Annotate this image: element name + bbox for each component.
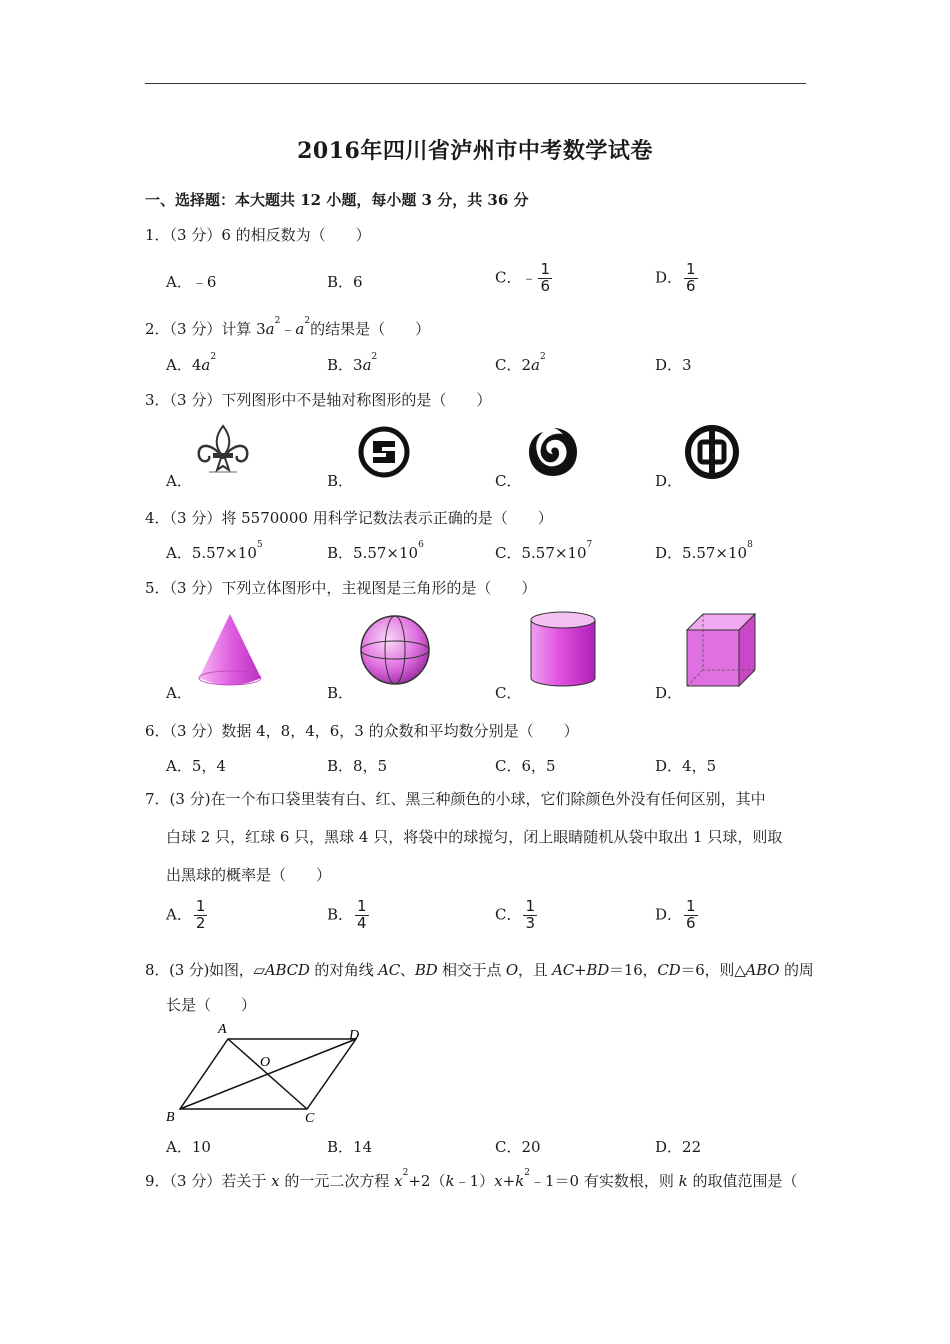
q8-text: 的周	[779, 961, 814, 979]
question-6-stem: 6．（3 分）数据 4，8，4，6，3 的众数和平均数分别是（ ）	[145, 722, 579, 740]
q2-exp: 2	[274, 316, 281, 326]
bank-logo-b-icon	[358, 426, 410, 478]
q8-var: AC+BD	[552, 961, 610, 979]
q1-option-c-fraction	[538, 262, 552, 295]
question-7-line-1: 7．(3 分)在一个布口袋里装有白、红、黑三种颜色的小球，它们除颜色外没有任何区别，其中	[145, 790, 766, 808]
q2-option-c	[495, 354, 546, 375]
question-8-line-1	[145, 959, 814, 980]
denominator: 6	[540, 276, 551, 295]
q7-option-a	[166, 899, 207, 932]
q7-option-d	[655, 899, 698, 932]
q8-var: BD	[414, 961, 438, 979]
q8-text: ，且	[517, 961, 553, 979]
q9-text: 9．（3 分）若关于	[145, 1172, 272, 1190]
center-label-o: O	[260, 1055, 271, 1070]
q2-exp: 2	[304, 316, 311, 326]
question-3-stem: 3．（3 分）下列图形中不是轴对称图形的是（ ）	[145, 391, 492, 409]
q1-option-d	[655, 262, 698, 295]
denominator: 6	[686, 913, 696, 932]
q8-var: ABCD	[264, 961, 310, 979]
q8-var: AC	[378, 961, 401, 979]
cone-icon	[195, 610, 265, 690]
cube-icon	[685, 612, 759, 688]
denominator: 6	[686, 276, 696, 295]
q1-option-b: B．6	[327, 273, 363, 291]
option-exp: 6	[418, 540, 424, 550]
q9-text: +	[502, 1172, 516, 1190]
numerator: 1	[540, 260, 551, 278]
q2-var: a	[295, 320, 305, 338]
q6-option-c: C．6，5	[495, 757, 556, 775]
option-text: C．5.57×10	[495, 544, 587, 562]
question-1-stem: 1．（3 分）6 的相反数为（ ）	[145, 226, 371, 244]
q9-var: x	[394, 1172, 403, 1190]
q6-option-d: D．4，5	[655, 757, 717, 775]
q1-option-d-label: D．	[655, 268, 683, 287]
swirl-logo-icon	[525, 424, 581, 480]
q3-option-c: C．	[495, 472, 522, 490]
q8-option-c: C．20	[495, 1138, 541, 1156]
bank-logo-b-mark: Ⓢ	[384, 456, 385, 457]
q2-option-a	[166, 354, 216, 375]
vertex-label-a: A	[218, 1022, 227, 1037]
option-fraction	[194, 899, 208, 932]
q3-option-a: A．	[166, 472, 192, 490]
option-label: A．4	[166, 356, 202, 374]
q4-option-c	[495, 542, 592, 563]
q9-exp: 2	[524, 1168, 530, 1178]
q8-text: 的对角线	[309, 961, 379, 979]
q9-text: ﹣1＝0 有实数根，则	[529, 1172, 679, 1190]
top-rule	[145, 83, 806, 84]
q8-text: 、	[400, 961, 415, 979]
vertex-label-d: D	[349, 1028, 360, 1043]
q8-option-b: B．14	[327, 1138, 373, 1156]
option-fraction	[523, 899, 537, 932]
q9-var: x	[271, 1172, 280, 1190]
numerator: 1	[357, 897, 367, 915]
option-var: a	[201, 356, 211, 374]
q9-exp: 2	[402, 1168, 409, 1178]
option-text: D．5.57×10	[655, 544, 748, 562]
q4-option-b	[327, 542, 424, 563]
numerator: 1	[686, 260, 696, 278]
option-fraction	[684, 899, 698, 932]
diagonal-bd	[180, 1039, 356, 1109]
question-7-line-2: 白球 2 只，红球 6 只，黑球 4 只，将袋中的球搅匀，闭上眼睛随机从袋中取出 1 只球，则取	[166, 828, 783, 846]
q8-var: O	[505, 961, 518, 979]
section-heading: 一、选择题：本大题共 12 小题，每小题 3 分，共 36 分	[145, 191, 529, 209]
q8-text: ＝16，	[609, 961, 658, 979]
option-exp: 2	[210, 352, 217, 362]
option-var: a	[362, 356, 372, 374]
question-2-stem	[145, 318, 430, 339]
q8-text: 8．(3 分)如图，▱	[145, 961, 265, 979]
option-label: B．3	[327, 356, 363, 374]
option-exp: 2	[371, 352, 378, 362]
option-exp: 5	[256, 540, 263, 550]
q5-option-d: D．	[655, 684, 683, 702]
q2-minus: ﹣	[280, 320, 296, 338]
numerator: 1	[195, 897, 206, 915]
option-exp: 2	[539, 352, 546, 362]
denominator: 2	[195, 913, 206, 932]
denominator: 3	[525, 913, 536, 932]
q8-var: CD	[657, 961, 681, 979]
fleur-de-lis-icon	[193, 424, 253, 480]
vertex-label-c: C	[305, 1111, 315, 1126]
bank-of-china-mark: 中	[712, 456, 713, 457]
q1-option-c-label: C．﹣	[495, 268, 537, 287]
q6-option-a: A．5，4	[166, 757, 226, 775]
q7-option-c	[495, 899, 537, 932]
option-exp: 8	[747, 540, 753, 550]
q9-text: ﹣1）	[454, 1172, 495, 1190]
q8-option-d: D．22	[655, 1138, 702, 1156]
q1-option-a: A．﹣6	[166, 273, 217, 291]
vertex-label-b: B	[166, 1110, 175, 1125]
option-label: D．	[655, 905, 683, 924]
question-8-line-2: 长是（ ）	[166, 996, 257, 1014]
q2-prefix: 2．（3 分）计算	[145, 320, 257, 338]
option-var: a	[531, 356, 540, 374]
q4-option-a	[166, 542, 263, 563]
sphere-icon	[358, 612, 432, 688]
q1-option-c	[495, 262, 552, 295]
q8-var: ABO	[745, 961, 780, 979]
q1-option-d-fraction	[684, 262, 698, 295]
q2-option-d: D．3	[655, 356, 692, 374]
q3-option-b: B．	[327, 472, 354, 490]
parallelogram-diagram	[160, 1018, 370, 1128]
question-5-stem: 5．（3 分）下列立体图形中，主视图是三角形的是（ ）	[145, 579, 537, 597]
q9-text: +2（	[408, 1172, 446, 1190]
option-label: A．	[166, 905, 192, 924]
q2-coef: 3	[256, 320, 266, 338]
cylinder-icon	[527, 610, 599, 690]
q7-option-b	[327, 899, 369, 932]
option-text: B．5.57×10	[327, 544, 419, 562]
q8-text: 相交于点	[437, 961, 506, 979]
q9-var: k	[445, 1172, 455, 1190]
bank-of-china-logo-icon	[684, 424, 740, 480]
option-fraction	[355, 899, 369, 932]
q9-var: k	[515, 1172, 525, 1190]
q9-text: 的取值范围是（	[687, 1172, 798, 1190]
q9-var: k	[678, 1172, 688, 1190]
question-7-line-3: 出黑球的概率是（ ）	[166, 866, 332, 884]
denominator: 4	[357, 913, 367, 932]
q5-option-a: A．	[166, 684, 192, 702]
q2-var: a	[265, 320, 275, 338]
option-text: A．5.57×10	[166, 544, 257, 562]
option-label: B．	[327, 905, 354, 924]
q6-option-b: B．8，5	[327, 757, 388, 775]
option-exp: 7	[586, 540, 593, 550]
page-title: 2016年四川省泸州市中考数学试卷	[297, 138, 653, 164]
q2-tail: 的结果是（ ）	[310, 320, 431, 338]
numerator: 1	[686, 897, 696, 915]
q9-var: x	[494, 1172, 503, 1190]
q8-text: ＝6，则△	[680, 961, 746, 979]
question-9-stem	[145, 1170, 797, 1191]
question-4-stem: 4．（3 分）将 5570000 用科学记数法表示正确的是（ ）	[145, 509, 553, 527]
q9-text: 的一元二次方程	[279, 1172, 395, 1190]
q8-option-a: A．10	[166, 1138, 211, 1156]
option-label: C．2	[495, 356, 532, 374]
numerator: 1	[525, 897, 536, 915]
q5-option-c: C．	[495, 684, 522, 702]
option-label: C．	[495, 905, 522, 924]
q3-option-d: D．	[655, 472, 683, 490]
q4-option-d	[655, 542, 753, 563]
q5-option-b: B．	[327, 684, 354, 702]
q2-option-b	[327, 354, 377, 375]
